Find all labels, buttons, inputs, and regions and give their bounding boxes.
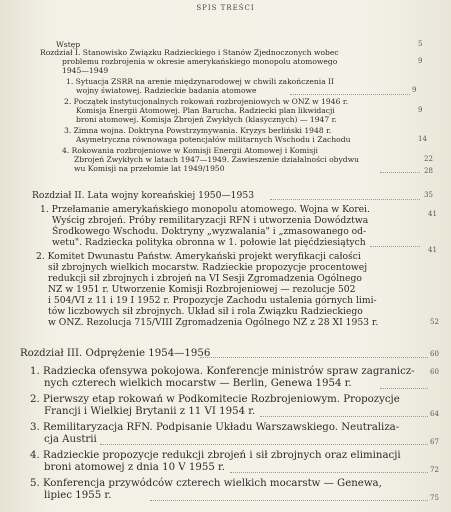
toc-line: 3. Remilitaryzacja RFN. Podpisanie Układu Warszawskiego. Neutraliza- [30, 422, 400, 433]
toc-line: Asymetryczna równowaga potencjałów militarnych Wschodu i Zachodu [76, 135, 351, 144]
toc-line: w ONZ. Rezolucja 715/VIII Zgromadzenia Ogólnego NZ z 28 XI 1953 r. [48, 317, 379, 328]
dot-leader [370, 246, 420, 247]
page-header: SPIS TREŚCI [196, 4, 255, 12]
dot-leader [380, 388, 428, 389]
page-number: 52 [430, 318, 439, 326]
toc-line: wu Komisji na przełomie lat 1949/1950 [74, 164, 225, 173]
dot-leader [230, 472, 428, 473]
page-number: 75 [430, 494, 439, 502]
dot-leader [260, 416, 428, 417]
toc-line: tów liczbowych sił zbrojnych. Układ sił i rola Związku Radzieckiego [48, 306, 363, 317]
page-number: 60 [430, 368, 439, 376]
page-number: 14 [418, 135, 427, 143]
toc-line: Wstęp [56, 40, 81, 49]
toc-line: Komisja Energii Atomowej. Plan Barucha. Radziecki plan likwidacji [76, 106, 335, 115]
dot-leader [290, 94, 410, 95]
toc-line: Wyścig zbrojeń. Próby remilitaryzacji RFN i utworzenia Dowództwa [52, 215, 369, 226]
page-number: 64 [430, 410, 439, 418]
toc-line: nych czterech wielkich mocarstw — Berlin, Genewa 1954 r. [44, 378, 352, 389]
toc-line: 2. Komitet Dwunastu Państw. Amerykański projekt weryfikacji całości [36, 251, 361, 262]
page-number: 67 [430, 438, 439, 446]
page-number: 9 [412, 86, 417, 94]
page-number: 9 [418, 57, 423, 65]
toc-line: NZ w 1951 r. Utworzenie Komisji Rozbrojeniowej — rezolucje 502 [48, 284, 356, 295]
toc-line: 1945—1949 [62, 66, 109, 75]
toc-line: i 504/VI z 11 i 19 I 1952 r. Propozycje Zachodu ustalenia górnych limi- [48, 295, 377, 306]
chapter-heading: Rozdział III. Odprężenie 1954—1956 [20, 348, 211, 359]
page-number: 35 [424, 191, 433, 199]
chapter-heading: Rozdział II. Lata wojny koreańskiej 1950—1953 [32, 190, 255, 201]
dot-leader [200, 357, 428, 358]
toc-line: 5. Konferencja przywódców czterech wielkich mocarstw — Genewa, [30, 478, 382, 489]
page-number: 41 [428, 210, 437, 218]
page-number: 5 [418, 40, 423, 48]
page-number: 72 [430, 466, 439, 474]
toc-line: 1. Sytuacja ZSRR na arenie międzynarodowej w chwili zakończenia II [66, 77, 335, 86]
page-number: 60 [430, 350, 439, 358]
toc-line: redukcji sił zbrojnych i zbrojeń na VI Sesji Zgromadzenia Ogólnego [48, 273, 362, 284]
toc-line: Środkowego Wschodu. Doktryny „wyzwalania" i „zmasowanego od- [52, 226, 367, 237]
toc-line: broni atomowej. Komisja Zbrojeń Zwykłych (klasycznych) — 1947 r. [76, 115, 337, 124]
toc-line: Rozdział I. Stanowisko Związku Radzieckiego i Stanów Zjednoczonych wobec [40, 48, 339, 57]
dot-leader [100, 444, 428, 445]
toc-line: wetu". Radziecka polityka obronna w 1. połowie lat pięćdziesiątych [52, 237, 366, 248]
toc-line: Zbrojeń Zwykłych w latach 1947—1949. Zawieszenie działalności obydwu [74, 155, 360, 164]
toc-line: 1. Przełamanie amerykańskiego monopolu atomowego. Wojna w Korei. [40, 204, 370, 215]
page-number: 28 [424, 167, 433, 175]
page-number: 9 [418, 106, 423, 114]
toc-line: lipiec 1955 r. [44, 490, 112, 501]
toc-line: 4. Rokowania rozbrojeniowe w Komisji Energii Atomowej i Komisji [62, 146, 318, 155]
toc-line: cja Austrii [44, 434, 97, 445]
dot-leader [380, 172, 420, 173]
toc-line: 2. Początek instytucjonalnych rokowań rozbrojeniowych w ONZ w 1946 r. [64, 97, 349, 106]
toc-line: broni atomowej z dnia 10 V 1955 r. [44, 462, 226, 473]
toc-line: 2. Pierwszy etap rokowań w Podkomitecie Rozbrojeniowym. Propozycje [30, 394, 400, 405]
toc-line: 3. Zimna wojna. Doktryna Powstrzymywania. Kryzys berliński 1948 r. [64, 126, 332, 135]
toc-line: 1. Radziecka ofensywa pokojowa. Konferencje ministrów spraw zagranicz- [30, 366, 415, 377]
dot-leader [270, 199, 420, 200]
toc-line: wojny światowej. Radzieckie badania atomowe [76, 86, 257, 95]
toc-line: sił zbrojnych wielkich mocarstw. Radzieckie propozycje procentowej [48, 262, 368, 273]
toc-line: problemu rozbrojenia w okresie amerykańskiego monopolu atomowego [62, 57, 338, 66]
toc-line: 4. Radzieckie propozycje redukcji zbrojeń i sił zbrojnych oraz eliminacji [30, 450, 401, 461]
dot-leader [150, 500, 428, 501]
page-number: 41 [428, 246, 437, 254]
toc-line: Francji i Wielkiej Brytanii z 11 VI 1954 r. [44, 406, 256, 417]
page-number: 22 [424, 155, 433, 163]
